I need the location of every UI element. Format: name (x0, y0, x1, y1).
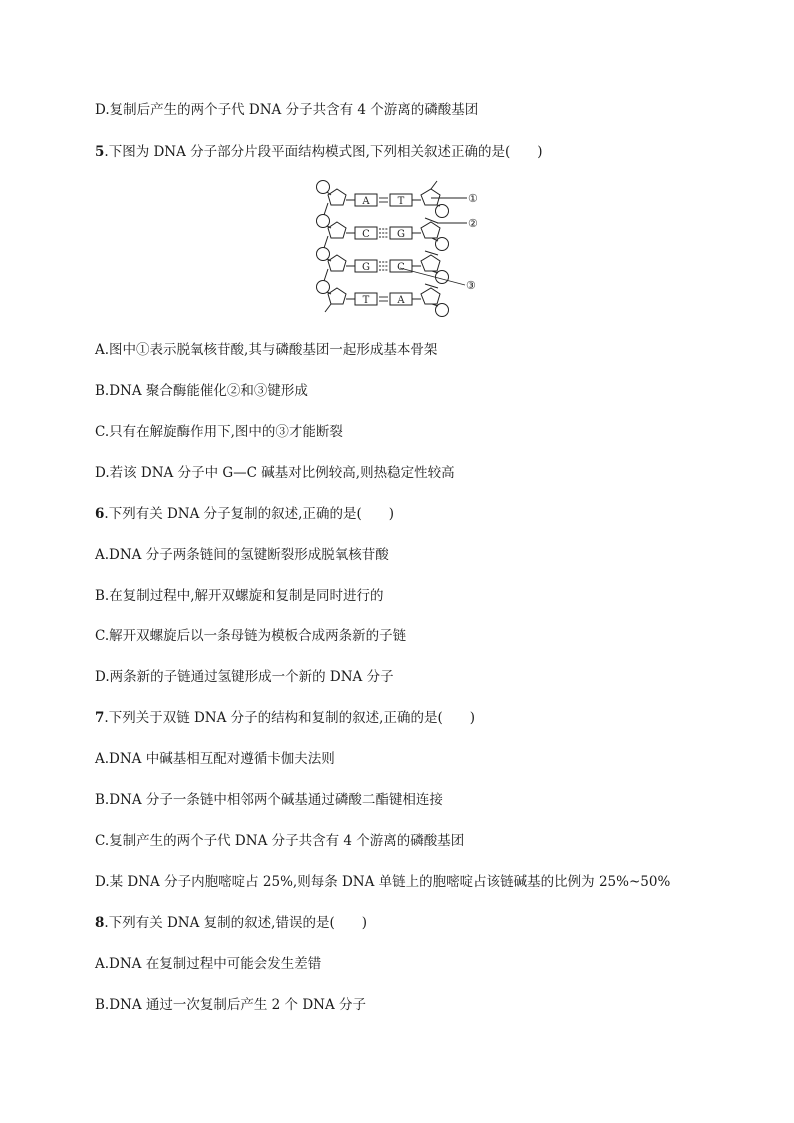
question-number: 6 (95, 506, 105, 522)
q5-option-d: D.若该 DNA 分子中 G—C 碱基对比例较高,则热稳定性较高 (95, 465, 455, 481)
base-left-3: G (362, 262, 370, 273)
q6-option-c: C.解开双螺旋后以一条母链为模板合成两条新的子链 (95, 628, 407, 644)
base-right-2: G (397, 229, 405, 240)
question-6 (95, 505, 394, 523)
question-7 (95, 709, 475, 727)
base-right-1: T (397, 196, 405, 207)
question-5 (95, 143, 543, 161)
question-stem: .下图为 DNA 分子部分片段平面结构模式图,下列相关叙述正确的是( ) (104, 144, 543, 160)
q7-option-a: A.DNA 中碱基相互配对遵循卡伽夫法则 (95, 751, 335, 767)
q5-option-a: A.图中①表示脱氧核苷酸,其与磷酸基团一起形成基本骨架 (95, 342, 438, 358)
question-stem: .下列有关 DNA 分子复制的叙述,正确的是( ) (104, 506, 394, 522)
base-left-2: C (362, 229, 370, 240)
q7-option-d: D.某 DNA 分子内胞嘧啶占 25%,则每条 DNA 单链上的胞嘧啶占该链碱基的比例为 25%~50% (95, 874, 671, 890)
question-stem: .下列关于双链 DNA 分子的结构和复制的叙述,正确的是( ) (104, 710, 475, 726)
q5-option-b: B.DNA 聚合酶能催化②和③键形成 (95, 383, 308, 399)
base-right-4: A (397, 295, 405, 306)
q7-option-c: C.复制产生的两个子代 DNA 分子共含有 4 个游离的磷酸基团 (95, 833, 465, 849)
q6-option-d: D.两条新的子链通过氢键形成一个新的 DNA 分子 (95, 669, 394, 685)
question-number: 7 (95, 710, 105, 726)
base-left-1: A (362, 196, 370, 207)
label-2: ② (468, 217, 478, 230)
question-number: 8 (95, 915, 105, 931)
dna-structure-diagram (305, 175, 490, 320)
option-d-prev: D.复制后产生的两个子代 DNA 分子共含有 4 个游离的磷酸基团 (95, 102, 479, 118)
q8-option-a: A.DNA 在复制过程中可能会发生差错 (95, 956, 322, 972)
q7-option-b: B.DNA 分子一条链中相邻两个碱基通过磷酸二酯键相连接 (95, 792, 443, 808)
label-1: ① (468, 192, 478, 205)
question-stem: .下列有关 DNA 复制的叙述,错误的是( ) (104, 915, 367, 931)
q8-option-b: B.DNA 通过一次复制后产生 2 个 DNA 分子 (95, 997, 367, 1013)
q5-option-c: C.只有在解旋酶作用下,图中的③才能断裂 (95, 424, 343, 440)
question-8 (95, 914, 367, 932)
base-right-3: C (397, 262, 405, 273)
label-3: ③ (466, 279, 476, 292)
question-number: 5 (95, 144, 105, 160)
q6-option-b: B.在复制过程中,解开双螺旋和复制是同时进行的 (95, 588, 384, 604)
base-left-4: T (362, 295, 370, 306)
q6-option-a: A.DNA 分子两条链间的氢键断裂形成脱氧核苷酸 (95, 547, 389, 563)
